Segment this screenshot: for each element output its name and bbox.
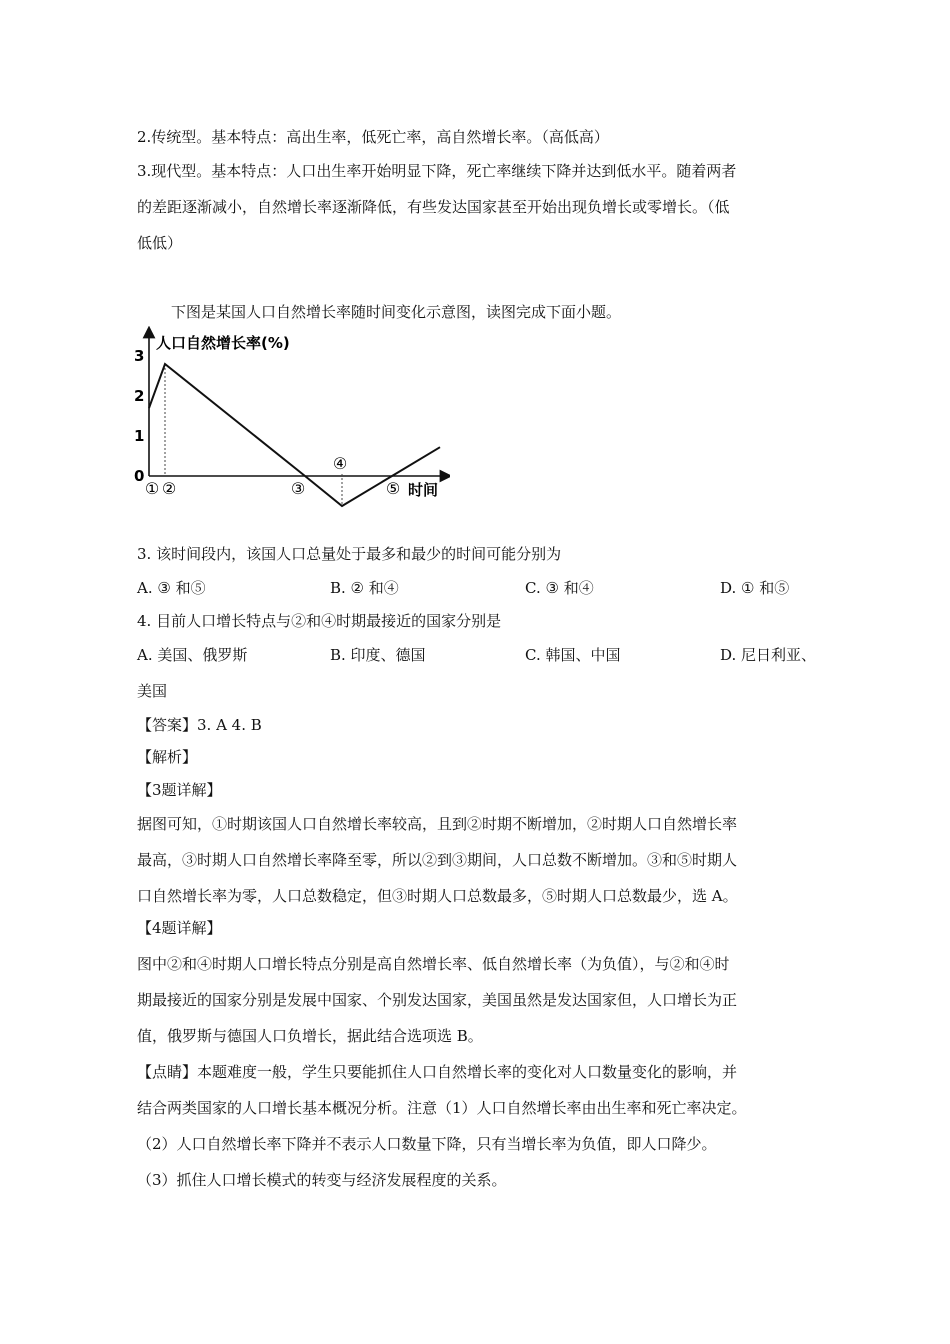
note-line-4: （3）抓住人口增长模式的转变与经济发展程度的关系。 [137,1171,507,1189]
q3-option-d: D. ① 和⑤ [720,579,790,597]
time-marker-3: ③ [290,479,306,498]
detail4-line-2: 期最接近的国家分别是发展中国家、个别发达国家，美国虽然是发达国家但，人口增长为正 [137,991,738,1009]
time-marker-5: ⑤ [385,479,401,498]
detail4-label: 【4题详解】 [137,919,222,937]
growth-rate-chart [130,326,450,511]
q3-option-c: C. ③ 和④ [525,579,594,597]
q4-option-a: A. 美国、俄罗斯 [137,646,248,664]
time-marker-4: ④ [332,454,348,473]
q3-stem: 3. 该时间段内，该国人口总量处于最多和最少的时间可能分别为 [137,545,562,563]
chart-prompt: 下图是某国人口自然增长率随时间变化示意图，读图完成下面小题。 [171,303,622,321]
note-line-2: 结合两类国家的人口增长基本概况分析。注意（1）人口自然增长率由出生率和死亡率决定。 [137,1099,747,1117]
answer-line: 【答案】3. A 4. B [137,716,262,734]
note-line-1: 【点睛】本题难度一般，学生只要能抓住人口自然增长率的变化对人口数量变化的影响，并 [137,1063,738,1081]
y-tick-label-2: 2 [134,387,145,405]
intro-line-1: 2.传统型。基本特点：高出生率，低死亡率，高自然增长率。（高低高） [137,128,609,146]
detail3-line-1: 据图可知，①时期该国人口自然增长率较高，且到②时期不断增加，②时期人口自然增长率 [137,815,738,833]
detail4-line-1: 图中②和④时期人口增长特点分别是高自然增长率、低自然增长率（为负值），与②和④时 [137,955,730,973]
detail4-line-3: 值，俄罗斯与德国人口负增长，据此结合选项选 B。 [137,1027,483,1045]
chart-title: 人口自然增长率(%) [156,334,290,352]
q3-option-b: B. ② 和④ [330,579,399,597]
q3-option-a: A. ③ 和⑤ [137,579,206,597]
x-axis-label: 时间 [408,481,439,499]
detail3-line-3: 口自然增长率为零，人口总数稳定，但③时期人口总数最多，⑤时期人口总数最少，选 A。 [137,887,738,905]
analysis-label: 【解析】 [137,748,198,766]
note-line-3: （2）人口自然增长率下降并不表示人口数量下降，只有当增长率为负值，即人口降少。 [137,1135,717,1153]
time-marker-1: ① [144,479,160,498]
intro-line-3: 的差距逐渐减小，自然增长率逐渐降低，有些发达国家甚至开始出现负增长或零增长。（低 [137,198,730,216]
time-marker-2: ② [161,479,177,498]
intro-line-4: 低低） [137,234,183,252]
detail3-label: 【3题详解】 [137,781,222,799]
y-tick-label-3: 3 [134,347,145,365]
y-tick-label-0: 0 [134,467,145,485]
y-tick-label-1: 1 [134,427,145,445]
intro-line-2: 3.现代型。基本特点：人口出生率开始明显下降，死亡率继续下降并达到低水平。随着两者 [137,162,737,180]
q4-option-d: D. 尼日利亚、 [720,646,817,664]
detail3-line-2: 最高，③时期人口自然增长率降至零，所以②到③期间，人口总数不断增加。③和⑤时期人 [137,851,738,869]
q4-option-d-cont: 美国 [137,682,168,700]
q4-stem: 4. 目前人口增长特点与②和④时期最接近的国家分别是 [137,612,502,630]
q4-option-b: B. 印度、德国 [330,646,426,664]
q4-option-c: C. 韩国、中国 [525,646,621,664]
